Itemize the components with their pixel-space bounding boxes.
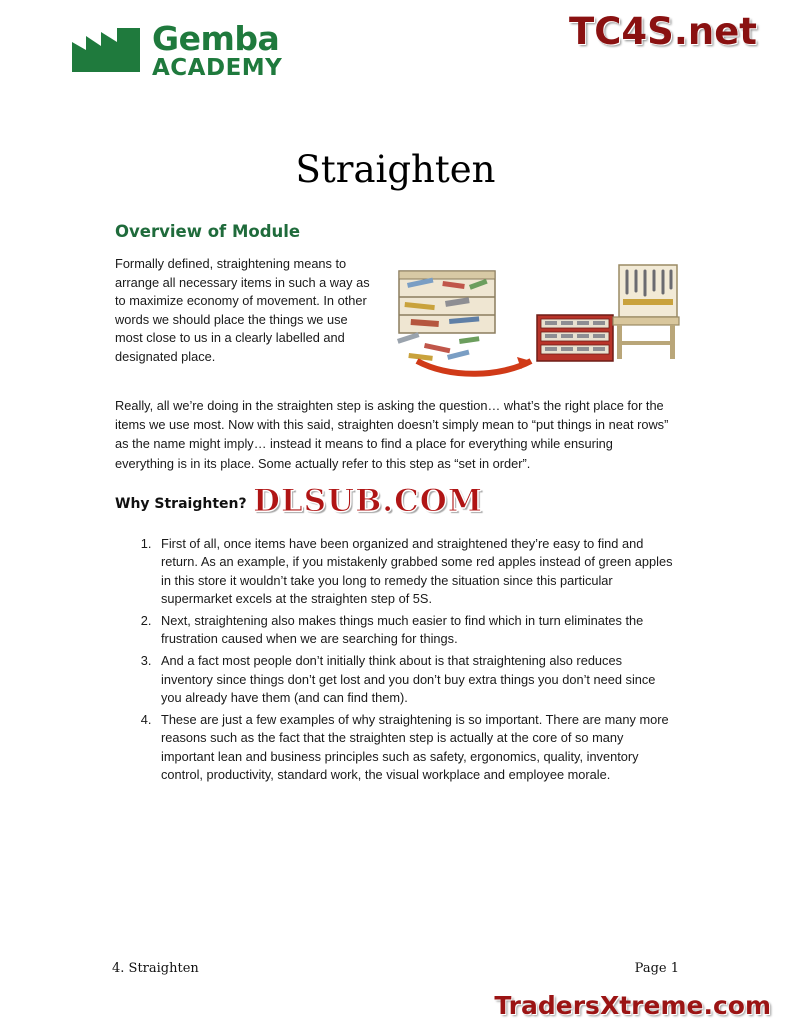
why-straighten-row (115, 482, 675, 529)
watermark-bottom: TradersXtreme.com (494, 991, 771, 1020)
why-straighten-heading: Why Straighten? (115, 495, 247, 512)
reasons-list (115, 535, 675, 785)
overview-heading: Overview of Module (115, 222, 301, 241)
document-body (115, 222, 675, 788)
logo-secondary: ACADEMY (152, 55, 283, 81)
intro-block (115, 255, 675, 380)
red-arrow-icon (417, 357, 531, 374)
intro-paragraph: Formally defined, straightening means to arrange all necessary items in such a way as to maximize economy of movement. In other words we should place the things we use most close to us in a clearly labelled and designated place. (115, 256, 370, 364)
list-item: 4. These are just a few examples of why straightening is so important. There are many more reasons such as the fact that the straighten step is actually at the core of so many important lean and business principles such as safety, ergonomics, quality, inventory control, productivity, standard work, the visual workplace and employee morale. (155, 711, 675, 785)
list-item: 1. First of all, once items have been organized and straightened they’re easy to find and return. As an example, if you mistakenly grabbed some red apples instead of green apples in this store it wouldn’t take you long to remedy the situation since this particular supermarket excels at the straighten step of 5S. (155, 535, 675, 609)
page-title: Straighten (295, 148, 496, 191)
watermark-top: TC4S.net (569, 10, 757, 53)
gemba-academy-logo (70, 19, 283, 81)
list-item: 2. Next, straightening also makes things much easier to find which in turn eliminates the frustration caused when we are searching for things. (155, 612, 675, 649)
logo-primary: Gemba (152, 19, 280, 58)
messy-to-organized-workbench-illustration (391, 257, 681, 379)
footer-page-number: Page 1 (634, 961, 679, 976)
list-item: 3. And a fact most people don’t initially think about is that straightening also reduces inventory since things don’t get lost and you don’t buy extra things you don’t need since you already have them (and can find them). (155, 652, 675, 708)
straighten-paragraph: Really, all we’re doing in the straighten step is asking the question… what’s the right place for the items we use most. Now with this said, straighten doesn’t simply mean to “put things in neat rows” as the name might imply… instead it means to find a place for everything while ensuring everything is in its place. Some actually refer to this step as “set in order”. (115, 398, 669, 471)
factory-icon (70, 26, 142, 74)
watermark-middle: DLSUB.COM (253, 482, 484, 519)
logo-text (152, 19, 283, 81)
footer-section-label: 4. Straighten (112, 961, 199, 976)
